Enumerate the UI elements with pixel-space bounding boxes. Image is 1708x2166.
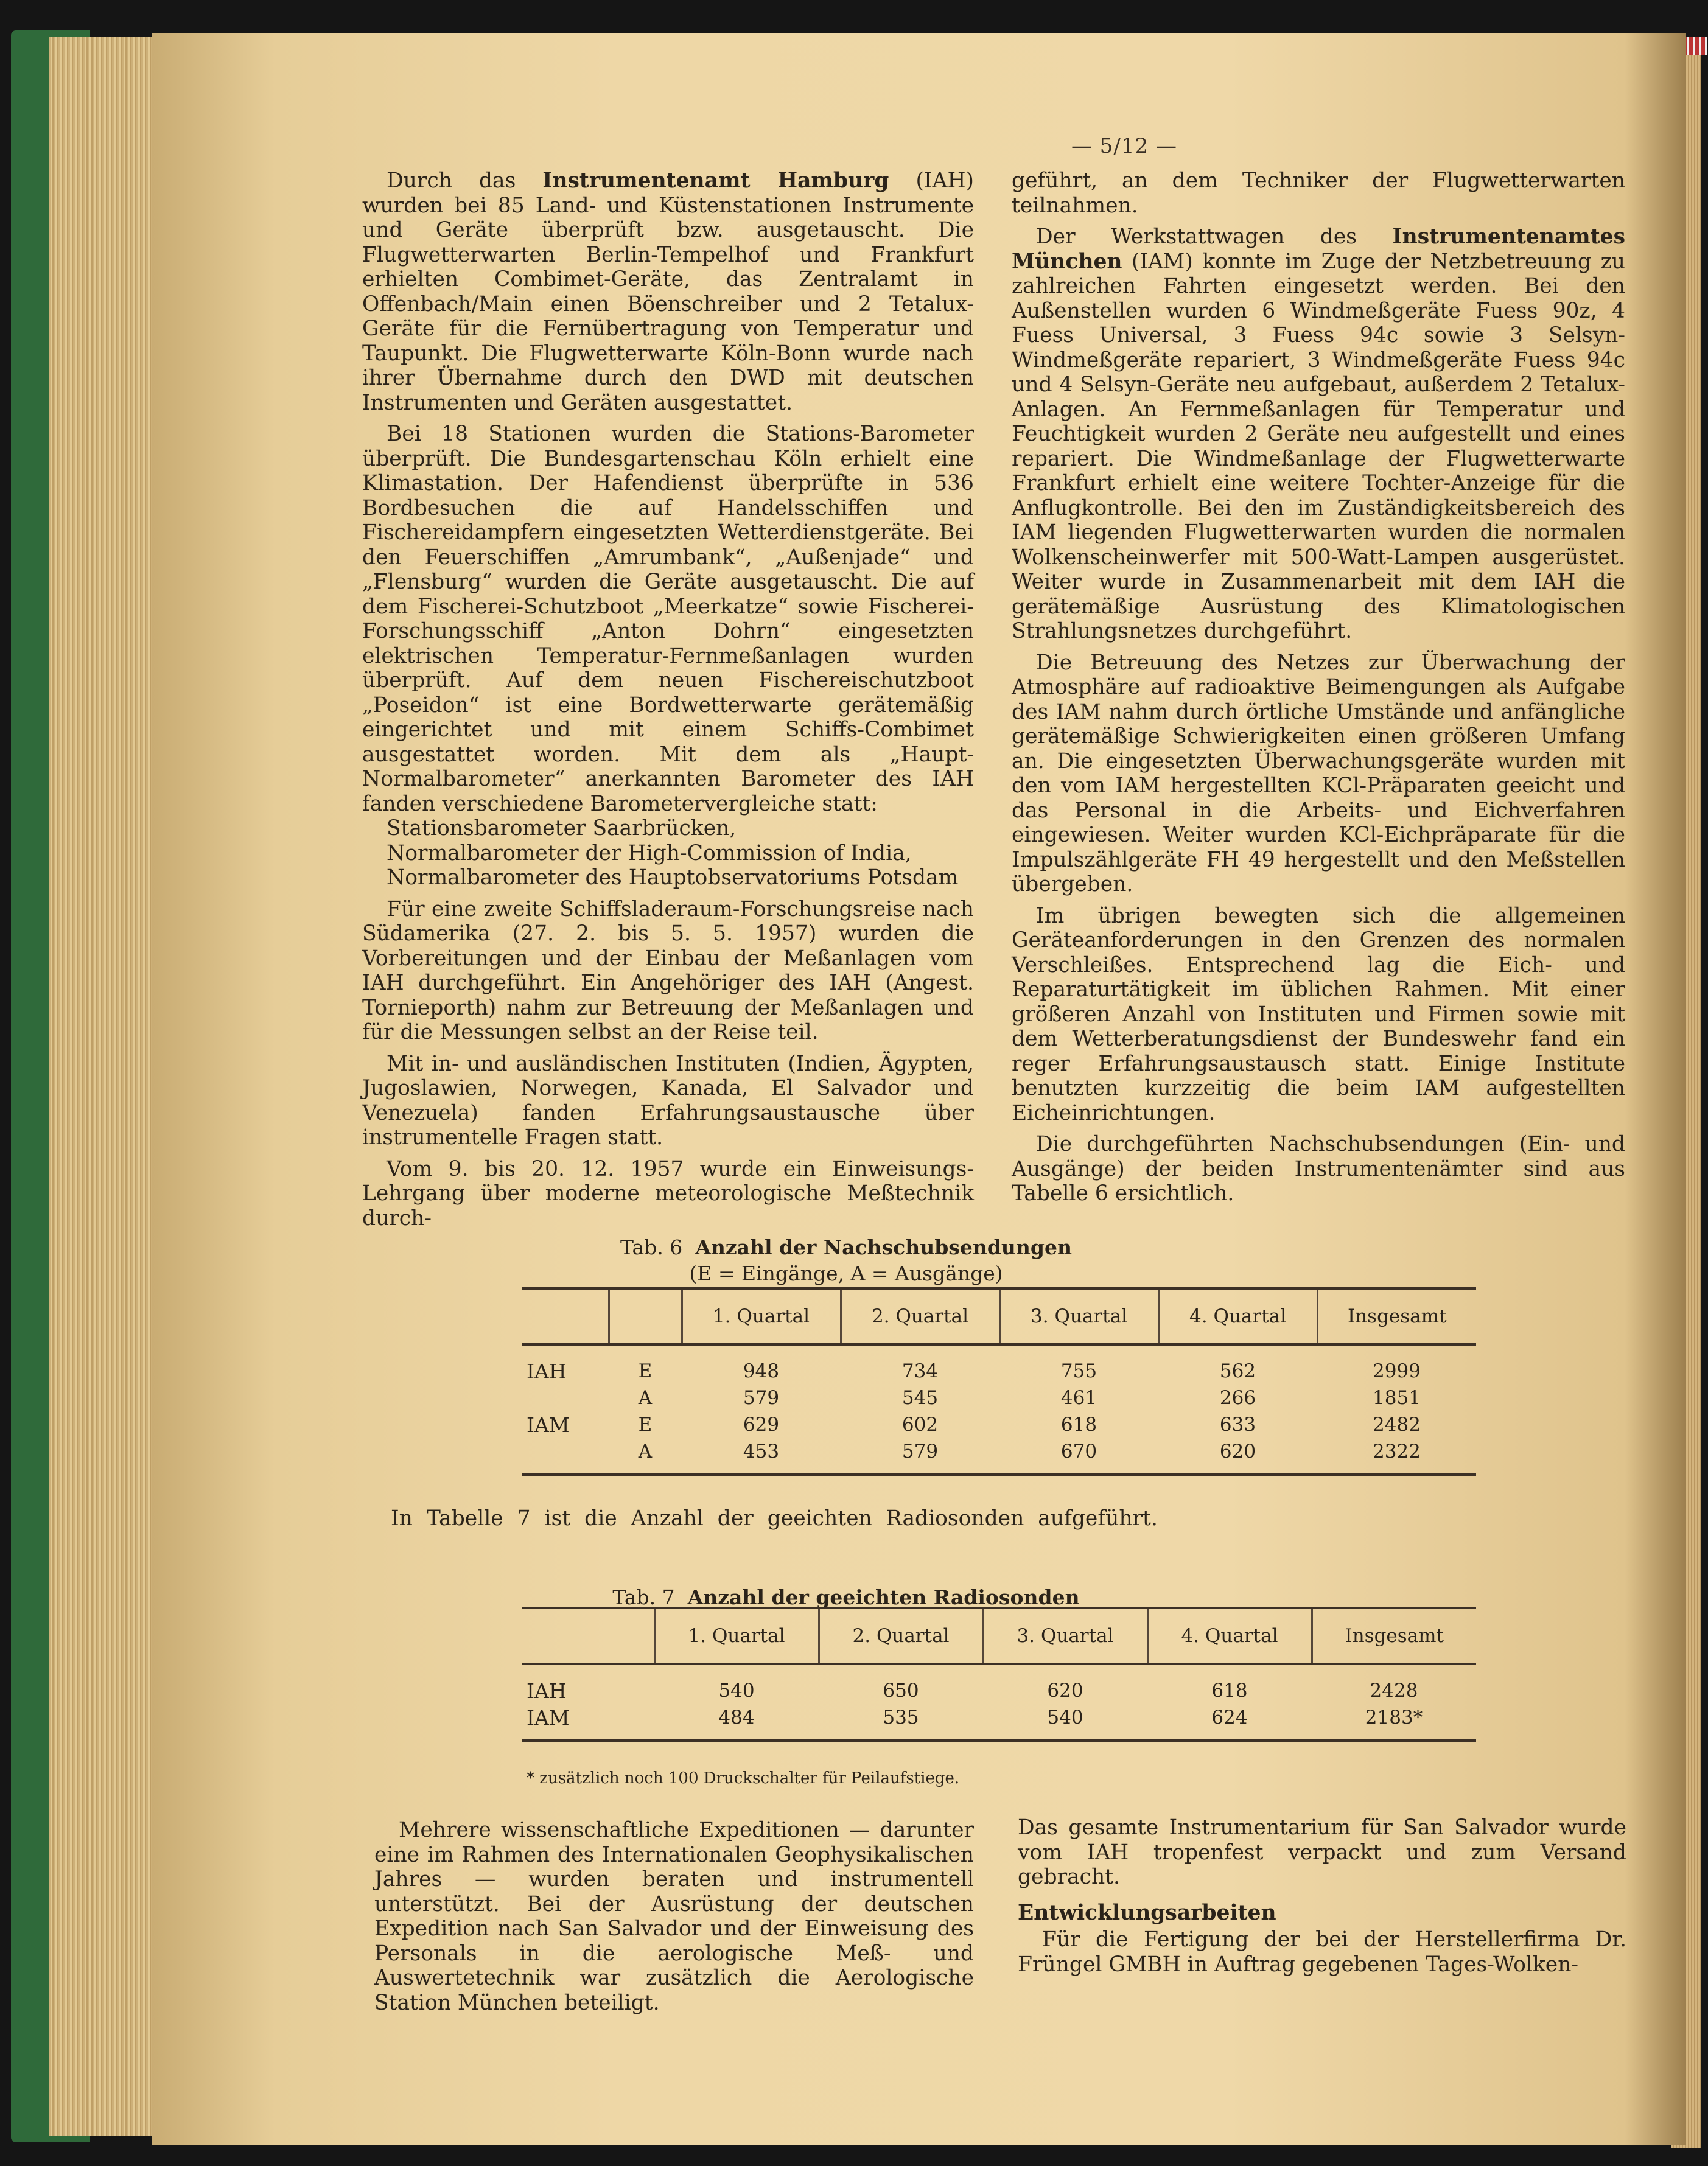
table-cell: 2482 xyxy=(1373,1414,1421,1436)
table-row xyxy=(522,1704,1476,1741)
table6-subcaption: (E = Eingänge, A = Ausgänge) xyxy=(689,1262,1003,1285)
table-cell: 2999 xyxy=(1373,1360,1421,1382)
table-cell xyxy=(522,1385,609,1411)
table-header: 1. Quartal xyxy=(682,1288,841,1344)
table7-intro: In Tabelle 7 ist die Anzahl der geeichten Radiosonden aufgeführt. xyxy=(391,1506,1158,1531)
table-cell: 461 xyxy=(1060,1387,1097,1409)
table-cell: 579 xyxy=(743,1387,780,1409)
table-header: 4. Quartal xyxy=(1147,1608,1312,1664)
table-header-empty xyxy=(522,1608,654,1664)
table-cell: 2428 xyxy=(1370,1680,1418,1702)
table-cell: 453 xyxy=(682,1438,841,1475)
table7-footnote: * zusätzlich noch 100 Druckschalter für Peilaufstiege. xyxy=(527,1769,960,1787)
table-header: Insgesamt xyxy=(1312,1608,1476,1664)
table-cell: 602 xyxy=(901,1414,939,1436)
table-cell: 620 xyxy=(1047,1680,1083,1702)
table-cell: E xyxy=(638,1414,653,1436)
left-column xyxy=(362,169,974,1231)
bottom-right-column: Das gesamte Instrumentarium für San Salvador wurde vom IAH tropenfest verpackt und zum Versand gebracht. Entwicklungsarbeiten Für die Fertigung der bei der Herstellerfirma Dr. Früngel GMBH in Auftrag gegebenen Tages-Wolken- xyxy=(1018,1815,1626,1977)
table-row xyxy=(522,1344,1476,1385)
table-cell: 545 xyxy=(901,1387,939,1409)
table-cell: IAM xyxy=(522,1704,654,1741)
paragraph: Vom 9. bis 20. 12. 1957 wurde ein Einweisungs-Lehrgang über moderne meteorologische Meßtechnik durch- xyxy=(362,1156,974,1231)
paragraph: Bei 18 Stationen wurden die Stations-Barometer überprüft. Die Bundesgartenschau Köln erhielt eine Klimastation. Der Hafendienst überprüfte in 536 Bordbesuchen die auf Handelsschiffen und Fischereidampfern eingesetzten Wetterdienstgeräte. Bei den Feuerschiffen „Amrumbank“, „Außenjade“ und „Flensburg“ wurden die Geräte ausgetauscht. Die auf dem Fischerei-Schutzboot „Meerkatze“ sowie Fischerei-Forschungsschiff „Anton Dohrn“ eingesetzten elektrischen Temperatur-Fernmeßanlagen wurden überprüft. Auf dem neuen Fischereischutzboot „Poseidon“ ist eine Bordwetterwarte gerätemäßig eingerichtet und mit einem Schiffs-Combimet ausgestattet worden. Mit dem als „Haupt-Normalbarometer“ anerkannten Barometer des IAH fanden verschiedene Barometervergleiche statt: xyxy=(362,422,974,816)
table-cell xyxy=(522,1438,609,1475)
table-cell: 650 xyxy=(883,1680,919,1702)
table-cell: 2322 xyxy=(1317,1438,1476,1475)
paragraph: Für eine zweite Schiffsladeraum-Forschungsreise nach Südamerika (27. 2. bis 5. 5. 1957) wurden die Vorbereitungen und der Einbau der Meßanlagen vom IAH durchgeführt. Ein Angehöriger des IAH (Angest. Tornieporth) nahm zur Betreuung der Meßanlagen und für die Messungen selbst an der Reise teil. xyxy=(362,896,974,1044)
table-cell: IAM xyxy=(527,1413,570,1437)
list-item: Normalbarometer des Hauptobservatoriums Potsdam xyxy=(387,865,959,890)
table-cell: 562 xyxy=(1219,1360,1256,1382)
table-cell: 618 xyxy=(1060,1414,1097,1436)
table-cell: 734 xyxy=(901,1360,939,1382)
paragraph: Die durchgeführten Nachschubsendungen (Ein- und Ausgänge) der beiden Instrumentenämter sind aus Tabelle 6 ersichtlich. xyxy=(1012,1132,1625,1206)
table-cell: 670 xyxy=(999,1438,1158,1475)
table-cell: 1851 xyxy=(1373,1387,1421,1409)
table-row xyxy=(522,1411,1476,1438)
table-cell: 633 xyxy=(1219,1414,1256,1436)
table-cell: A xyxy=(609,1438,682,1475)
table-cell: 579 xyxy=(841,1438,999,1475)
table-cell: 620 xyxy=(1158,1438,1317,1475)
table-header: 4. Quartal xyxy=(1158,1288,1317,1344)
table-cell: 266 xyxy=(1219,1387,1256,1409)
table-header-empty xyxy=(609,1288,682,1344)
bottom-left-column: Mehrere wissenschaftliche Expeditionen — darunter eine im Rahmen des Internationalen Geophysikalischen Jahres — wurden beraten und instrumentell unterstützt. Bei der Ausrüstung der deutschen Expedition nach San Salvador und der Einweisung des Personals in die aerologische Meß- und Auswertetechnik war zusätzlich die Aerologische Station München beteiligt. xyxy=(374,1818,974,2015)
table-header-empty xyxy=(522,1288,609,1344)
table-header: 2. Quartal xyxy=(819,1608,983,1664)
table-cell: 629 xyxy=(743,1414,780,1436)
table-cell: 484 xyxy=(654,1704,819,1741)
table-cell: 618 xyxy=(1211,1680,1248,1702)
table6 xyxy=(522,1287,1476,1476)
section-heading: Entwicklungsarbeiten xyxy=(1018,1900,1276,1925)
table-header: Insgesamt xyxy=(1317,1288,1476,1344)
table-cell: 540 xyxy=(983,1704,1147,1741)
table-header: 1. Quartal xyxy=(654,1608,819,1664)
table-cell: 755 xyxy=(1060,1360,1097,1382)
table7-caption: Tab. 7 Anzahl der geeichten Radiosonden xyxy=(612,1585,1080,1609)
table-header: 3. Quartal xyxy=(983,1608,1147,1664)
paragraph: Mit in- und ausländischen Instituten (Indien, Ägypten, Jugoslawien, Norwegen, Kanada, El Salvador und Venezuela) fanden Erfahrungsaustausche über instrumentelle Fragen statt. xyxy=(362,1051,974,1150)
table-cell: 535 xyxy=(819,1704,983,1741)
table-header: 3. Quartal xyxy=(999,1288,1158,1344)
table-cell: A xyxy=(638,1387,653,1409)
table6-caption: Tab. 6 Anzahl der Nachschubsendungen xyxy=(620,1235,1072,1259)
book-page xyxy=(152,33,1686,2145)
table-row xyxy=(522,1438,1476,1475)
paragraph: geführt, an dem Techniker der Flugwetterwarten teilnahmen. xyxy=(1012,169,1625,218)
table-cell: IAH xyxy=(527,1359,567,1383)
list-item: Stationsbarometer Saarbrücken, xyxy=(387,816,737,840)
paragraph: Durch das Instrumentenamt Hamburg (IAH) wurden bei 85 Land- und Küstenstationen Instrumente und Geräte überprüft bzw. ausgetauscht. Die Flugwetterwarten Berlin-Tempelhof und Frankfurt erhielten Combimet-Geräte, das Zentralamt in Offenbach/Main einen Böenschreiber und 2 Tetalux-Geräte für die Fernübertragung von Temperatur und Taupunkt. Die Flugwetterwarte Köln-Bonn wurde nach ihrer Übernahme durch den DWD mit deutschen Instrumenten und Geräten ausgestattet. xyxy=(362,169,974,415)
table-cell: 2183* xyxy=(1312,1704,1476,1741)
table-cell: 540 xyxy=(718,1680,755,1702)
barometer-list xyxy=(362,816,974,890)
table-cell: IAH xyxy=(527,1679,567,1703)
paragraph: Im übrigen bewegten sich die allgemeinen Geräteanforderungen in den Grenzen des normalen Verschleißes. Entsprechend lag die Eich- und Reparaturtätigkeit im üblichen Rahmen. Mit einer größeren Anzahl von Instituten und Firmen sowie mit dem Wetterberatungsdienst der Bundeswehr fand ein reger Erfahrungsaustausch statt. Einige Institute benutzten kurzzeitig die beim IAM aufgestellten Eicheinrichtungen. xyxy=(1012,903,1625,1125)
table-row xyxy=(522,1664,1476,1704)
table-cell: 624 xyxy=(1147,1704,1312,1741)
table-cell: E xyxy=(638,1360,653,1382)
list-item: Normalbarometer der High-Commission of India, xyxy=(387,840,912,865)
table-header: 2. Quartal xyxy=(841,1288,999,1344)
right-column xyxy=(1012,169,1625,1206)
page-number: — 5/12 — xyxy=(1071,134,1177,158)
table-row xyxy=(522,1385,1476,1411)
table7 xyxy=(522,1607,1476,1742)
paragraph: Der Werkstattwagen des Instrumentenamtes München (IAM) konnte im Zuge der Netzbetreuung zu zahlreichen Fahrten eingesetzt werden. Bei den Außenstellen wurden 6 Windmeßgeräte Fuess 90z, 4 Fuess Universal, 3 Fuess 94c sowie 3 Selsyn-Windmeßgeräte repariert, 3 Windmeßgeräte Fuess 94c und 4 Selsyn-Geräte neu aufgebaut, außerdem 2 Tetalux-Anlagen. An Fernmeßanlagen für Temperatur und Feuchtigkeit wurden 2 Geräte neu aufgestellt und eines repariert. Die Windmeßanlage der Flugwetterwarte Frankfurt erhielt eine weitere Tochter-Anzeige für die Anflugkontrolle. Bei den im Zuständigkeitsbereich des IAM liegenden Flugwetterwarten wurden die normalen Wolkenscheinwerfer mit 500-Watt-Lampen ausgerüstet. Weiter wurde in Zusammenarbeit mit dem IAH die gerätemäßige Ausrüstung des Klimatologischen Strahlungsnetzes durchgeführt. xyxy=(1012,225,1625,643)
table-cell: 948 xyxy=(743,1360,780,1382)
paragraph: Die Betreuung des Netzes zur Überwachung der Atmosphäre auf radioaktive Beimengungen als Aufgabe des IAM nahm durch örtliche Umstände und anfängliche gerätemäßige Schwierigkeiten einen größeren Umfang an. Die eingesetzten Überwachungsgeräte wurden mit den vom IAM hergestellten KCl-Präparaten geeicht und das Personal in die Arbeits- und Eichverfahren eingewiesen. Weiter wurden KCl-Eichpräparate für die Impulszählgeräte FH 49 hergestellt und den Meßstellen übergeben. xyxy=(1012,650,1625,896)
